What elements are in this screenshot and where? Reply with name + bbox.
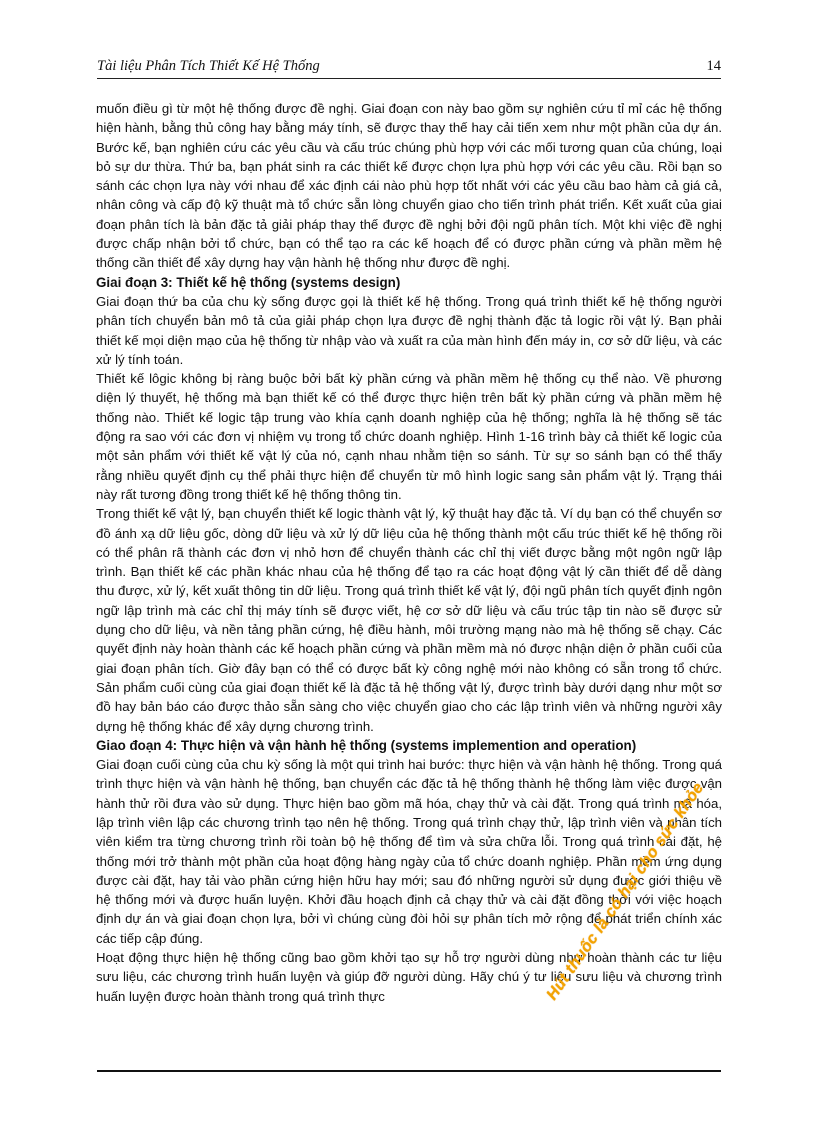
paragraph-intro: muốn điều gì từ một hệ thống được đề nghị. Giai đoạn con này bao gồm sự nghiên cứu tỉ mỉ các hệ thống hiện hành, bằng thủ công hay bằng máy tính, sẽ được thay thế hay cải tiến xem như một phần của dự án. Bước kế, bạn nghiên cứu các yêu cầu và cấu trúc chúng phù hợp với các mối tương quan của chúng, loại bỏ sự dư thừa. Thứ ba, bạn phát sinh ra các thiết kế được chọn lựa phù hợp với các yêu cầu. Rồi bạn so sánh các chọn lựa này với nhau để xác định cái nào phù hợp tốt nhất với các yêu cầu bao hàm cả giá cả, nhân công và cấp độ kỹ thuật mà tổ chức sẵn lòng chuyển giao cho tiến trình phát triển. Kết xuất của giai đoạn phân tích là bản đặc tả giải pháp thay thế được đề nghị bởi đội ngũ phân tích. Một khi việc đề nghị được chấp nhận bởi tổ chức, bạn có thể tạo ra các kế hoạch để có được phần cứng và phần mềm hệ thống cần thiết để xây dựng hay vận hành hệ thống như được đề nghị.: [96, 101, 722, 271]
footer-divider: [97, 1070, 721, 1072]
heading-phase-3: Giai đoạn 3: Thiết kế hệ thống (systems design): [96, 274, 401, 290]
paragraph-phase-4-overview: Giai đoạn cuối cùng của chu kỳ sống là một qui trình hai bước: thực hiện và vận hành hệ thống. Trong quá trình thực hiện và vận hành hệ thống, bạn chuyển các đặc tả hệ thống thành hệ thống làm việc được vận hành thử rồi đưa vào sử dụng. Thực hiện bao gồm mã hóa, chạy thử và cài đặt. Trong quá trình mã hóa, lập trình viên lập các chương trình tạo nên hệ thống. Trong quá trình chạy thử, lập trình viên và phân tích viên kiểm tra từng chương trình rồi toàn bộ hệ thống để tìm và sửa chữa lỗi. Trong quá trình cài đặt, hệ thống mới trở thành một phần của hoạt động hàng ngày của tổ chức doanh nghiệp. Phần mềm ứng dụng được cài đặt, hay tải vào phần cứng hiện hữu hay mới; sau đó những người sử dụng được giới thiệu về hệ thống mới và được huấn luyện. Khởi đầu hoạch định cả chạy thử và cài đặt đồng thời với việc hoạch định dự án và giai đoạn chọn lựa, bởi vì chúng cùng đòi hỏi sự phân tích mở rộng để phát triển chính xác các tiếp cập đúng.: [96, 757, 722, 946]
header-divider: [97, 78, 721, 79]
paragraph-phase-3-overview: Giai đoạn thứ ba của chu kỳ sống được gọi là thiết kế hệ thống. Trong quá trình thiết kế hệ thống người phân tích chuyển bản mô tả của giải pháp chọn lựa được đề nghị thành đặc tả logic rồi vật lý. Bạn phải thiết kế mọi diện mạo của hệ thống từ nhập vào và xuất ra của màn hình đến máy in, cơ sở dữ liệu, và các xử lý tính toán.: [96, 293, 722, 367]
paragraph-physical-design: Trong thiết kế vật lý, bạn chuyển thiết kế logic thành vật lý, kỹ thuật hay đặc tả. Ví dụ bạn có thể chuyển sơ đồ ánh xạ dữ liệu gốc, dòng dữ liệu và xử lý dữ liệu của hệ thống thành một cấu trúc thiết kế hệ thống rồi có thể phân rã thành các đơn vị nhỏ hơn để chuyển thành các chỉ thị viết được bằng một ngôn ngữ lập trình. Bạn thiết kế các phần khác nhau của hệ thống để tạo ra các hoạt động vật lý cần thiết để dễ dàng thu được, xử lý, kết xuất thông tin dữ liệu. Trong quá trình thiết kế vật lý, đội ngũ phân tích quyết định ngôn ngữ lập trình mà các chỉ thị máy tính sẽ được viết, hệ cơ sở dữ liệu và cấu trúc tập tin nào sẽ được sử dụng cho dữ liệu, và nền tảng phần cứng, hệ điều hành, môi trường mạng nào mà hệ thống sẽ chạy. Các quyết định này hoàn thành các kế hoạch phần cứng và phần mềm mà nó được nhận diện ở phần cuối của giai đoạn phân tích. Giờ đây bạn có thể có được bất kỳ công nghệ mới nào không có sẵn trong tổ chức. Sản phẩm cuối cùng của giai đoạn thiết kế là đặc tả hệ thống vật lý, được trình bày dưới dạng như một sơ đồ hay bản báo cáo được thảo sẵn sàng cho việc chuyển giao cho các lập trình viên và những người xây dựng hệ thống khác để xây dựng chương trình.: [96, 506, 722, 734]
page-number: 14: [706, 58, 721, 74]
heading-phase-4: Giao đoạn 4: Thực hiện và vận hành hệ thống (systems implemention and operation): [96, 737, 637, 753]
document-body: [96, 99, 722, 1006]
document-title: Tài liệu Phân Tích Thiết Kế Hệ Thống: [97, 58, 320, 74]
watermark-stamp: Hút thuốc là có hại cho sức khỏe: [543, 779, 708, 1004]
page-header: [97, 58, 721, 78]
paragraph-phase-4-support: Hoạt động thực hiện hệ thống cũng bao gồm khởi tạo sự hỗ trợ người dùng như hoàn thành các tư liệu sưu liệu, các chương trình huấn luyện và giúp đỡ người dùng. Hãy chú ý tư liệu sưu liệu và chương trình huấn luyện được hoàn thành trong quá trình thực: [96, 950, 722, 1004]
paragraph-logical-design: Thiết kế lôgic không bị ràng buộc bởi bất kỳ phần cứng và phần mềm hệ thống cụ thể nào. Về phương diện lý thuyết, hệ thống mà bạn thiết kế có thể được thực hiện trên bất kỳ phần cứng và phần mềm hệ thống nào. Thiết kế logic tập trung vào khía cạnh doanh nghiệp của hệ thống; nghĩa là hệ thống sẽ tác động ra sao với các đơn vị nhiệm vụ trong tổ chức doanh nghiệp. Hình 1-16 trình bày cả thiết kế logic của một sản phẩm với thiết kế vật lý của nó, cạnh nhau nhằm tiện so sánh. Từ sự so sánh bạn có thể thấy rằng nhiều quyết định cụ thể phải thực hiện để chuyển từ mô hình logic sang sản phẩm vật lý. Trạng thái này rất tương đồng trong thiết kế hệ thống thông tin.: [96, 371, 722, 502]
